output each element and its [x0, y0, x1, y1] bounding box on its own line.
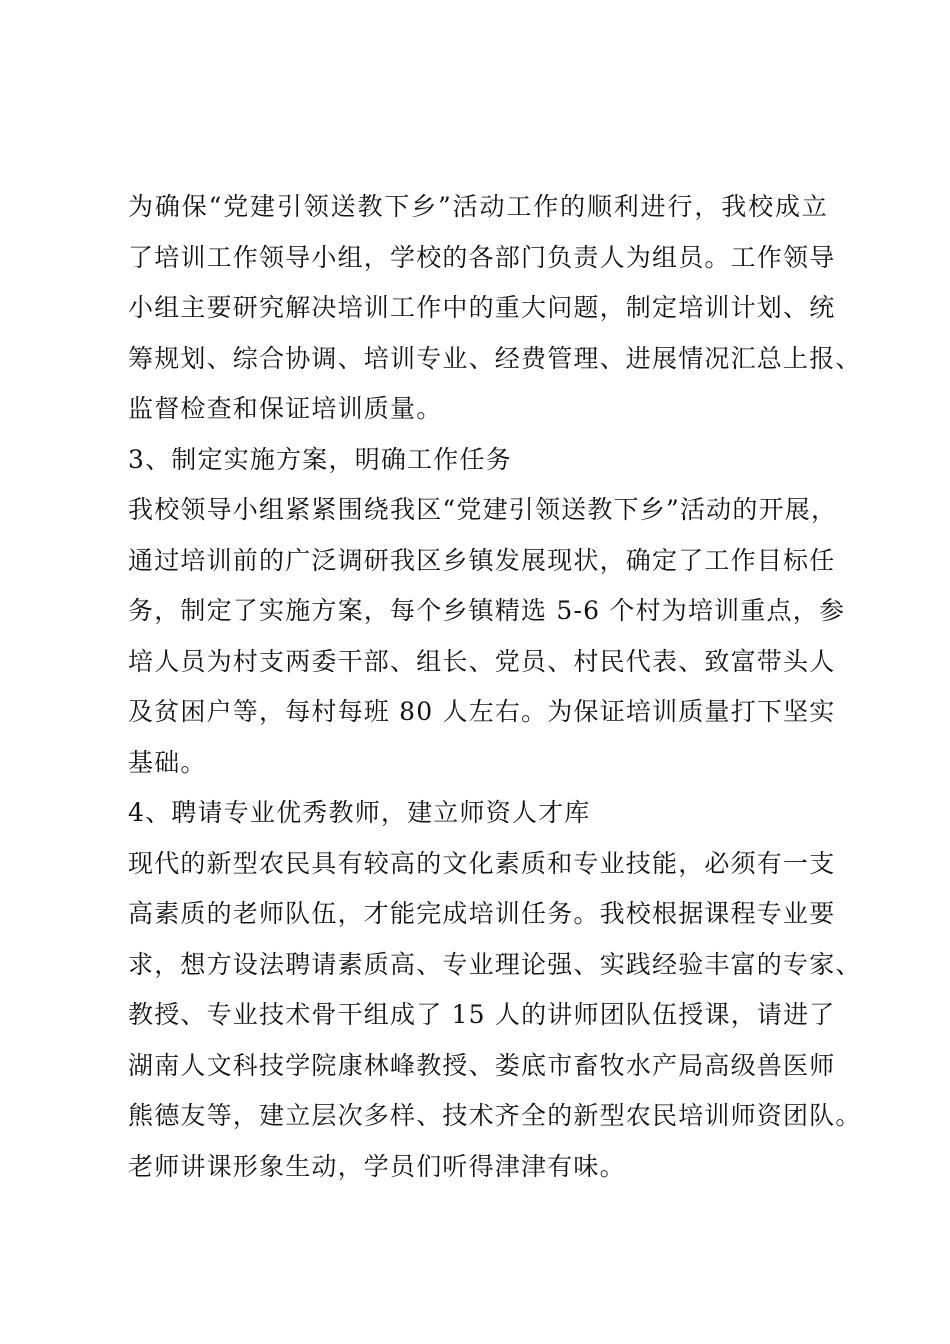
text-line: 求，想方设法聘请素质高、专业理论强、实践经验丰富的专家、 — [128, 949, 862, 979]
text-line: 教授、专业技术骨干组成了 15 人的讲师团队伍授课，请进了 — [128, 1000, 836, 1029]
text-line: 现代的新型农民具有较高的文化素质和专业技能，必须有一支 — [128, 848, 836, 878]
text-line: 培人员为村支两委干部、组长、党员、村民代表、致富带头人 — [128, 646, 836, 676]
text-line: 湖南人文科技学院康林峰教授、娄底市畜牧水产局高级兽医师 — [128, 1050, 836, 1080]
text-line: 基础。 — [128, 747, 207, 777]
text-line: 了培训工作领导小组，学校的各部门负责人为组员。工作领导 — [128, 242, 836, 272]
text-line: 熊德友等，建立层次多样、技术齐全的新型农民培训师资团队。 — [128, 1101, 862, 1130]
text-line: 我校领导小组紧紧围绕我区“党建引领送教下乡”活动的开展， — [128, 495, 838, 524]
text-line: 务，制定了实施方案，每个乡镇精选 5-6 个村为培训重点，参 — [128, 596, 846, 625]
text-line: 筹规划、综合协调、培训专业、经费管理、进展情况汇总上报、 — [128, 343, 862, 373]
text-line: 为确保“党建引领送教下乡”活动工作的顺利进行，我校成立 — [128, 192, 828, 221]
text-line: 通过培训前的广泛调研我区乡镇发展现状，确定了工作目标任 — [128, 545, 836, 575]
section-heading: 3、制定实施方案，明确工作任务 — [128, 444, 512, 474]
text-line: 小组主要研究解决培训工作中的重大问题，制定培训计划、统 — [128, 293, 836, 322]
text-line: 监督检查和保证培训质量。 — [128, 394, 443, 423]
text-line: 老师讲课形象生动，学员们听得津津有味。 — [128, 1151, 626, 1181]
text-line: 高素质的老师队伍，才能完成培训任务。我校根据课程专业要 — [128, 899, 836, 928]
section-heading: 4、聘请专业优秀教师，建立师资人才库 — [128, 798, 591, 827]
document-body — [128, 182, 862, 1192]
text-line: 及贫困户等，每村每班 80 人左右。为保证培训质量打下坚实 — [128, 697, 836, 726]
